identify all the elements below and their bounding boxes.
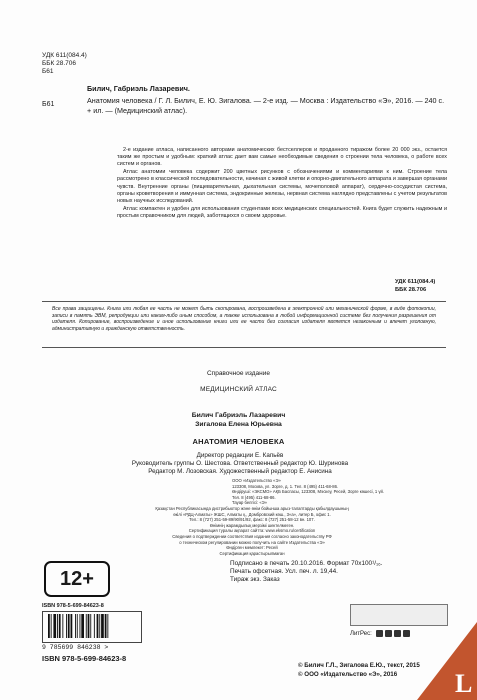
annotation-paragraph: 2-е издание атласа, написанного авторами анатомических бестселлеров и проданного тиражом более 20 000 экз., остается таким же простым и удобным: краткий атлас дает вам самые необходимые сведения о строении тела человека, о работе всех систем и органов. <box>117 147 447 168</box>
author-sign-code: Б61 <box>42 68 54 75</box>
edition-type: Справочное издание <box>206 370 271 377</box>
barcode-block <box>42 603 142 651</box>
barcode <box>42 611 142 643</box>
bib-author: Билич, Габриэль Лазаревич. <box>87 84 190 93</box>
annotation-paragraph: Атлас анатомии человека содержит 200 цветных рисунков с обозначениями и комментариями к ним. Строение тела рассмотрено в классической последовательности, начиная с живой клетки и опорно-двигательного аппарата и завершая органами чувств. Внутренние органы (пищеварительная, дыхательная системы, мочеполовой аппарат), сердечно-сосудистая система, органы кроветворения и иммунная система, эндокринные железы, нервная система наглядно представлены с учетом результатов новых научных исследований. <box>117 169 447 204</box>
editorial-staff <box>130 452 350 476</box>
print-line: Печать офсетная. Усл. печ. л. 19,44. <box>230 568 338 576</box>
publisher-line: Тауар белгісі: «Э» <box>232 500 267 506</box>
publisher-info <box>92 478 412 556</box>
staff-line: Редактор М. Лозовская. Художественный редактор Е. Анисина <box>148 468 332 475</box>
publisher-line: Қазақстан Республикасында дистрибьютор және өнім бойынша арыз-талаптарды қабылдаушының <box>155 505 349 511</box>
publisher-line: Тел.: 8 (727) 251-59-89/90/91/92, факс: 8 (727) 251-58-12 вн. 107. <box>189 517 315 523</box>
author-name: Билич Габриэль Лазаревич <box>191 412 286 419</box>
print-line: Тираж экз. Заказ <box>230 576 280 584</box>
udk-code: УДК 611(084.4) <box>395 279 436 285</box>
store-sticker-icon <box>417 622 477 700</box>
barcode-number: 9 785699 846238 > <box>42 644 109 651</box>
bbk-code: ББК 28.706 <box>395 287 427 293</box>
divider <box>42 301 446 302</box>
staff-line: Руководитель группы О. Шестова. Ответственный редактор Ю. Шуринова <box>131 460 349 467</box>
barcode-bars <box>47 614 137 638</box>
author-name: Зигалова Елена Юрьевна <box>195 421 282 428</box>
divider <box>42 347 446 348</box>
series-name: МЕДИЦИНСКИЙ АТЛАС <box>200 386 277 393</box>
print-info <box>230 560 430 585</box>
isbn-small: ISBN 978-5-699-84623-8 <box>42 603 104 609</box>
annotation <box>117 147 447 221</box>
litres-label: ЛитРес: <box>350 631 372 637</box>
bibliographic-record <box>87 84 447 116</box>
book-title: АНАТОМИЯ ЧЕЛОВЕКА <box>192 437 285 446</box>
publisher-line: Өндірген мемлекет: Ресей <box>226 545 278 551</box>
rights-notice: Все права защищены. Книга или любая ее часть не может быть скопирована, воспроизведена в электронной или механической форме, в виде фотокопии, записи в память ЭВМ, репродукции или каким-либо иным способом, а также использована в любой информационной системе без получения разрешения от издателя. Копирование, воспроизведение и иное использование книги или ее части без согласия издателя является незаконным и влечет уголовную, административную и гражданскую ответственность. <box>52 306 436 332</box>
age-rating-badge: 12+ <box>44 561 110 597</box>
bib-code: Б61 <box>42 101 55 108</box>
publisher-line: ООО «Издательство «Э» <box>232 478 281 483</box>
publisher-line: Өнімнің жарамдылық мерзімі шектелмеген. <box>209 522 295 528</box>
staff-line: Директор редакции Е. Капьёв <box>196 452 284 459</box>
publisher-line: о техническом регулировании можно получить на сайте Издательства «Э» <box>179 539 325 545</box>
publisher-line: Өндіруші: «ЭКСМО» АҚБ Баспасы, 123308, Мәскеу, Ресей, Зорге көшесі, 1 үй. <box>232 489 385 495</box>
bbk-code: ББК 28.706 <box>42 60 77 67</box>
udk-code: УДК 611(084.4) <box>42 52 87 59</box>
publisher-line: 123308, Москва, ул. Зорге, д. 1. Тел. 8 (495) 411-68-86. <box>232 483 339 489</box>
copyright-line: © Билич Г.Л., Зигалова Е.Ю., текст, 2015 <box>298 662 420 669</box>
publisher-line: Тел. 8 (495) 411-68-86. <box>232 494 276 500</box>
copyright <box>298 661 420 679</box>
isbn-big: ISBN 978-5-699-84623-8 <box>42 654 127 663</box>
svg-text:L: L <box>455 669 473 698</box>
app-store-icons <box>376 630 410 638</box>
annotation-paragraph: Атлас компактен и удобен для использования студентами всех медицинских специальностей. Книга будет служить надежным и простым справочником для людей, заботящихся о своем здоровье. <box>117 205 447 219</box>
publisher-line: Сертификация қарастырылмаған <box>219 550 285 556</box>
catalog-codes <box>42 52 87 76</box>
print-line: Подписано в печать 20.10.2016. Формат 70x100¹/₁₆. <box>230 560 383 567</box>
catalog-codes-bottom <box>395 278 435 294</box>
publisher-line: Сведения о подтверждении соответствия издания согласно законодательству РФ <box>172 533 332 539</box>
copyright-line: © ООО «Издательство «Э», 2016 <box>298 671 398 678</box>
publisher-line: Сертификация туралы ақпарат сайтта: www.eksmo.ru/certification <box>188 528 316 534</box>
bib-description: Анатомия человека / Г. Л. Билич, Е. Ю. Зигалова. — 2-е изд. — Москва : Издательство «Э», 2016. — 240 с. + ил. — (Медицинский атлас). <box>87 96 445 115</box>
publisher-line: өкілі «РДЦ-Алматы» ЖШС, Алматы қ., Домбровский көш., 3«а», литер Б, офис 1. <box>173 511 331 517</box>
